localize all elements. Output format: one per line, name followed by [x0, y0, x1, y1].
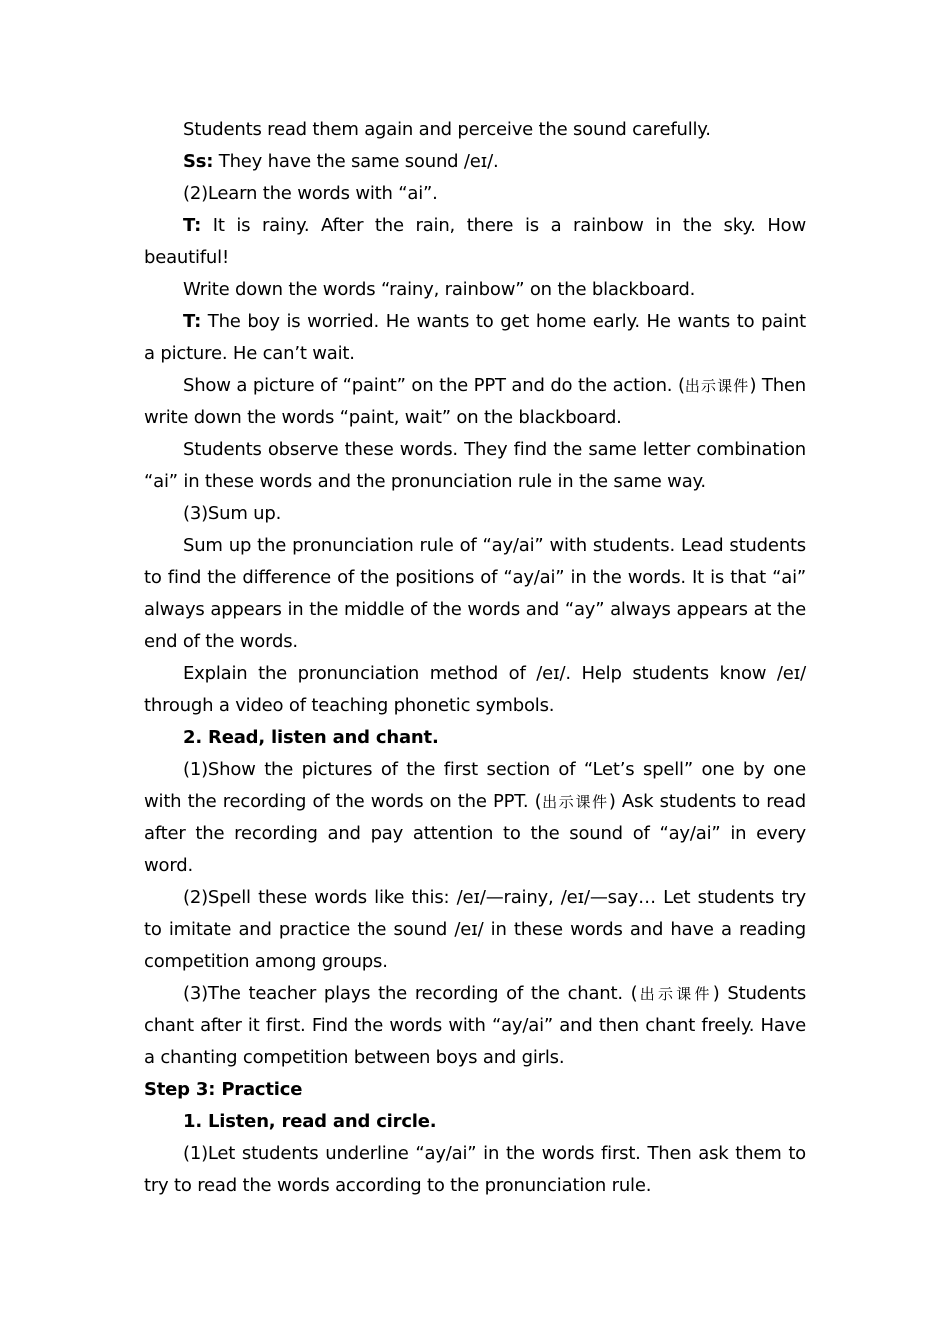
dialogue-text: It is rainy. After the rain, there is a rainbow in the sky. How beautiful!: [144, 215, 806, 268]
dialogue-line: [144, 146, 806, 178]
heading-text: 2. Read, listen and chant.: [183, 727, 439, 748]
dialogue-text: They have the same sound /eɪ/.: [213, 151, 499, 172]
paragraph: Explain the pronunciation method of /eɪ/. Help students know /eɪ/ through a video of teaching phonetic symbols.: [144, 663, 806, 716]
paragraph: Sum up the pronunciation rule of “ay/ai” with students. Lead students to find the difference of the positions of “ay/ai” in the words. It is that “ai” always appears in the middle of the words and “ay” always appears at the end of the words.: [144, 535, 806, 652]
paragraph-text: (3)The teacher plays the recording of the chant. (: [183, 983, 638, 1004]
speaker-label: T:: [183, 311, 202, 332]
paragraph: Students read them again and perceive the sound carefully.: [183, 119, 711, 140]
paragraph: Students observe these words. They find the same letter combination “ai” in these words and the pronunciation rule in the same way.: [144, 439, 806, 492]
paragraph-text: ) Students chant after it first. Find the words with “ay/ai” and then chant freely. Have a chanting competition between boys and girls.: [144, 983, 806, 1068]
paragraph: (2)Spell these words like this: /eɪ/—rainy, /eɪ/—say… Let students try to imitate and practice the sound /eɪ/ in these words and have a reading competition among groups.: [144, 887, 806, 972]
speaker-label: Ss:: [183, 151, 214, 172]
chinese-note: 出示课件: [541, 793, 609, 811]
section-heading: [144, 1106, 806, 1138]
paragraph: (2)Learn the words with “ai”.: [183, 183, 438, 204]
paragraph: [144, 978, 806, 1074]
paragraph: [144, 754, 806, 882]
paragraph: (3)Sum up.: [183, 503, 282, 524]
paragraph: (1)Let students underline “ay/ai” in the words first. Then ask them to try to read the words according to the pronunciation rule.: [144, 1143, 806, 1196]
dialogue-line: [144, 210, 806, 274]
chinese-note: 出示课件: [637, 985, 713, 1003]
dialogue-line: [144, 306, 806, 370]
paragraph-text: ) Then write down the words “paint, wait” on the blackboard.: [144, 375, 806, 428]
paragraph: Write down the words “rainy, rainbow” on the blackboard.: [183, 279, 696, 300]
chinese-note: 出示课件: [684, 377, 750, 395]
step-heading: [144, 1074, 806, 1106]
paragraph-text: Show a picture of “paint” on the PPT and do the action. (: [183, 375, 685, 396]
section-heading: [144, 722, 806, 754]
heading-text: 1. Listen, read and circle.: [183, 1111, 437, 1132]
paragraph-text: (1)Show the pictures of the first section of “Let’s spell” one by one with the recording of the words on the PPT. (: [144, 759, 806, 812]
paragraph-text: ) Ask students to read after the recording and pay attention to the sound of “ay/ai” in every word.: [144, 791, 806, 876]
speaker-label: T:: [183, 215, 202, 236]
paragraph: [144, 370, 806, 434]
dialogue-text: The boy is worried. He wants to get home early. He wants to paint a picture. He can’t wait.: [144, 311, 806, 364]
heading-text: Step 3: Practice: [144, 1079, 303, 1100]
